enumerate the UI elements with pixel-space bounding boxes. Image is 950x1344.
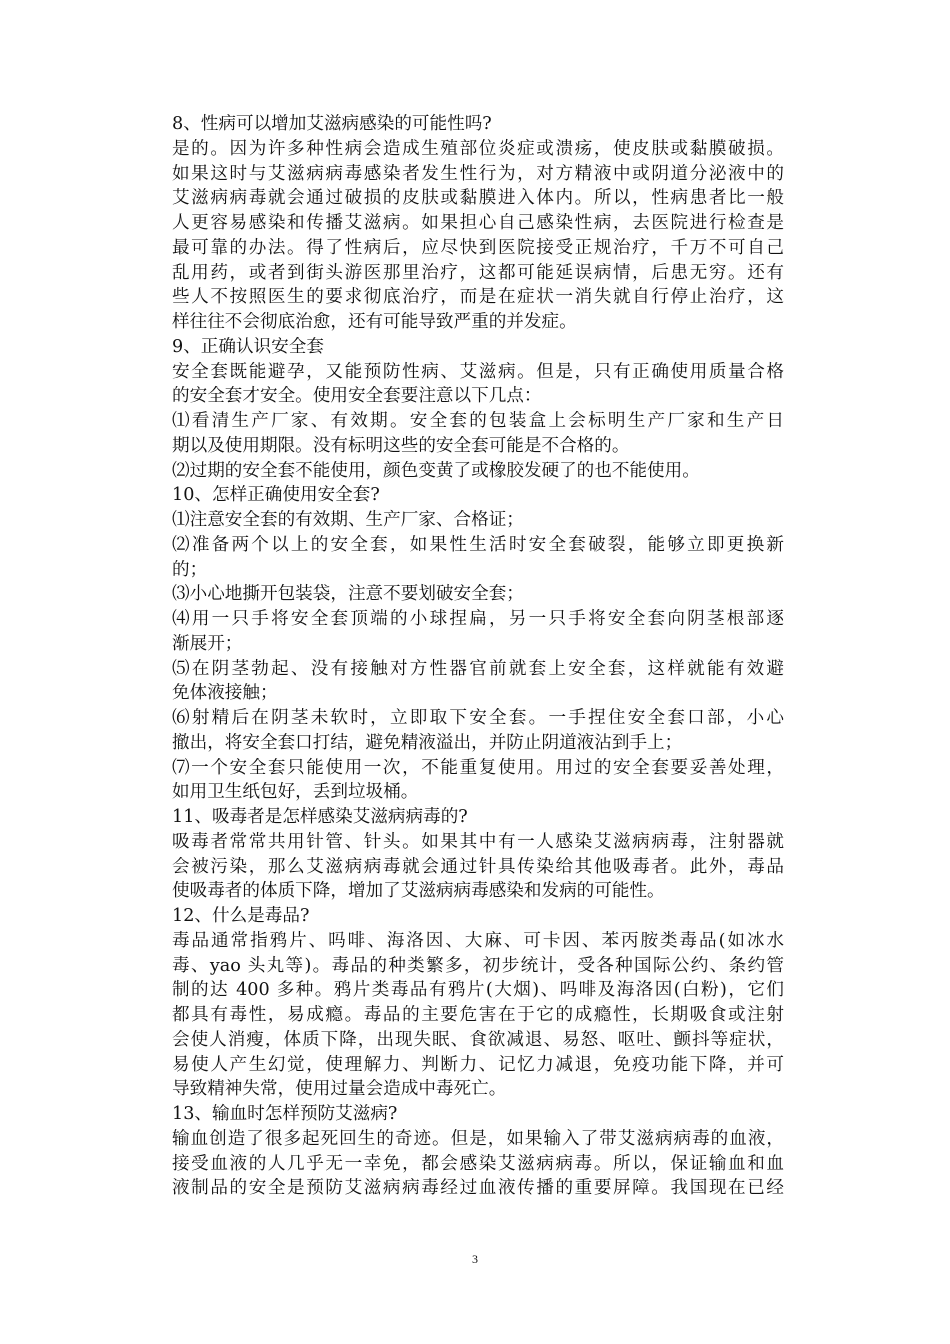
- text-line: 13、输血时怎样预防艾滋病?: [172, 1104, 398, 1124]
- text-line: 乱用药，或者到街头游医那里治疗，这都可能延误病情，后患无穷。还有: [172, 262, 784, 283]
- text-line: ⑶小心地撕开包装袋，注意不要划破安全套；: [172, 584, 524, 605]
- text-line: 渐展开；: [172, 633, 243, 654]
- text-line: 免体液接触；: [172, 683, 278, 704]
- text-line: ⑵过期的安全套不能使用，颜色变黄了或橡胶发硬了的也不能使用。: [172, 460, 700, 481]
- text-line: ⑵准备两个以上的安全套，如果性生活时安全套破裂，能够立即更换新: [172, 534, 784, 555]
- text-line: 会使人消瘦，体质下降，出现失眠、食欲减退、易怒、呕吐、颤抖等症状，: [172, 1029, 784, 1050]
- document-body: [172, 112, 784, 1201]
- text-line: 毒、yao 头丸等)。毒品的种类繁多，初步统计，受各种国际公约、条约管: [172, 955, 784, 976]
- text-line: 使吸毒者的体质下降，增加了艾滋病病毒感染和发病的可能性。: [172, 881, 665, 902]
- text-line: ⑺一个安全套只能使用一次，不能重复使用。用过的安全套要妥善处理，: [172, 757, 784, 778]
- text-line: 液制品的安全是预防艾滋病病毒经过血液传播的重要屏障。我国现在已经: [172, 1178, 784, 1199]
- text-line: 输血创造了很多起死回生的奇迹。但是，如果输入了带艾滋病病毒的血液，: [172, 1128, 784, 1149]
- page-number: 3: [472, 1252, 478, 1266]
- text-line: 的；: [172, 559, 208, 580]
- text-line: 制的达 400 多种。鸦片类毒品有鸦片(大烟)、吗啡及海洛因(白粉)，它们: [172, 980, 784, 1001]
- text-line: 些人不按照医生的要求彻底治疗，而是在症状一消失就自行停止治疗，这: [172, 287, 784, 308]
- text-line: 最可靠的办法。得了性病后，应尽快到医院接受正规治疗，千万不可自己: [172, 237, 784, 258]
- text-line: 11、吸毒者是怎样感染艾滋病病毒的?: [172, 807, 468, 827]
- text-line: ⑸在阴茎勃起、没有接触对方性器官前就套上安全套，这样就能有效避: [172, 658, 784, 679]
- text-line: 撤出，将安全套口打结，避免精液溢出，并防止阴道液沾到手上；: [172, 732, 683, 753]
- text-line: 易使人产生幻觉，使理解力、判断力、记忆力减退，免疫功能下降，并可: [172, 1054, 784, 1075]
- text-line: 8、性病可以增加艾滋病感染的可能性吗?: [172, 114, 492, 134]
- text-line: 人更容易感染和传播艾滋病。如果担心自己感染性病，去医院进行检查是: [172, 213, 784, 233]
- text-line: 吸毒者常常共用针管、针头。如果其中有一人感染艾滋病病毒，注射器就: [172, 831, 784, 852]
- text-line: 导致精神失常，使用过量会造成中毒死亡。: [172, 1079, 507, 1100]
- text-line: 安全套既能避孕，又能预防性病、艾滋病。但是，只有正确使用质量合格: [172, 361, 784, 382]
- text-line: 9、正确认识安全套: [172, 336, 324, 357]
- text-line: 会被污染，那么艾滋病病毒就会通过针具传染给其他吸毒者。此外，毒品: [172, 856, 784, 877]
- text-line: 是的。因为许多种性病会造成生殖部位炎症或溃疡，使皮肤或黏膜破损。: [172, 138, 784, 159]
- text-line: 如果这时与艾滋病病毒感染者发生性行为，对方精液中或阴道分泌液中的: [172, 163, 784, 184]
- text-line: 艾滋病病毒就会通过破损的皮肤或黏膜进入体内。所以，性病患者比一般: [172, 188, 784, 209]
- text-line: 如用卫生纸包好，丢到垃圾桶。: [172, 782, 419, 803]
- text-line: ⑴注意安全套的有效期、生产厂家、合格证；: [172, 510, 524, 530]
- text-line: 的安全套才安全。使用安全套要注意以下几点：: [172, 386, 542, 407]
- text-line: 期以及使用期限。没有标明这些的安全套可能是不合格的。: [172, 435, 630, 456]
- text-line: 毒品通常指鸦片、吗啡、海洛因、大麻、可卡因、苯丙胺类毒品(如冰水: [172, 930, 784, 951]
- text-line: ⑹射精后在阴茎未软时，立即取下安全套。一手捏住安全套口部，小心: [172, 708, 784, 728]
- text-line: 都具有毒性，易成瘾。毒品的主要危害在于它的成瘾性，长期吸食或注射: [172, 1005, 784, 1025]
- text-line: ⑴看清生产厂家、有效期。安全套的包装盒上会标明生产厂家和生产日: [172, 411, 784, 431]
- text-line: 10、怎样正确使用安全套?: [172, 485, 380, 506]
- text-line: 12、什么是毒品?: [172, 906, 310, 926]
- text-line: 样往往不会彻底治愈，还有可能导致严重的并发症。: [172, 312, 577, 332]
- text-line: ⑷用一只手将安全套顶端的小球捏扁，另一只手将安全套向阴茎根部逐: [172, 609, 784, 629]
- text-line: 接受血液的人几乎无一幸免，都会感染艾滋病病毒。所以，保证输血和血: [172, 1153, 784, 1174]
